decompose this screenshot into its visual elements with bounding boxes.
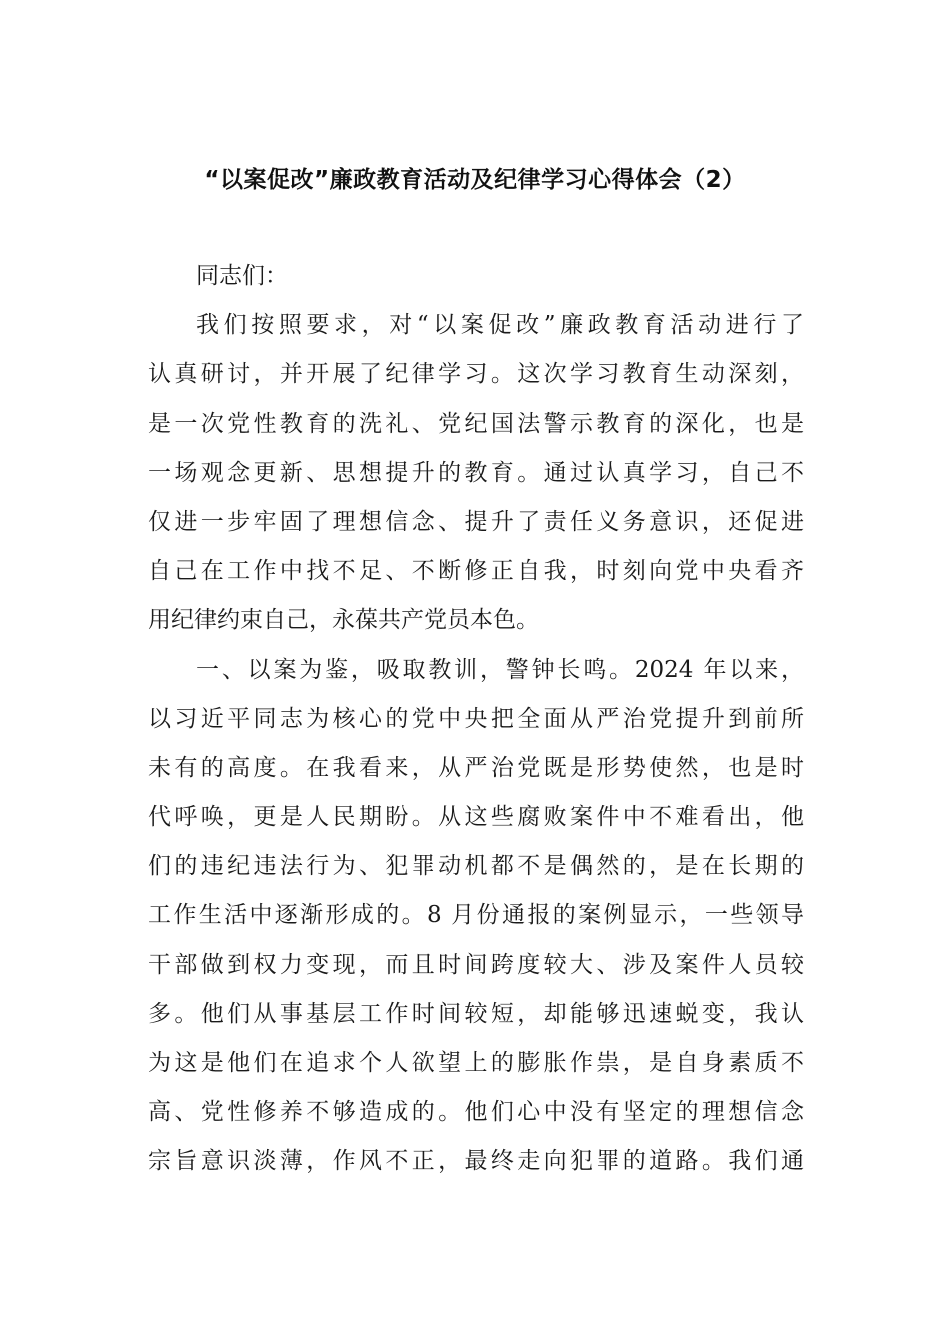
- body-line: 们的违纪违法行为、犯罪动机都不是偶然的，是在长期的: [148, 853, 804, 880]
- body-line: 以习近平同志为核心的党中央把全面从严治党提升到前所: [148, 705, 804, 732]
- body-line: 认真研讨，并开展了纪律学习。这次学习教育生动深刻，: [148, 361, 804, 388]
- body-line: 自己在工作中找不足、不断修正自我，时刻向党中央看齐: [148, 558, 804, 585]
- body-line: 用纪律约束自己，永葆共产党员本色。: [148, 607, 539, 634]
- body-line: 宗旨意识淡薄，作风不正，最终走向犯罪的道路。我们通: [148, 1148, 804, 1175]
- body-line: 是一次党性教育的洗礼、党纪国法警示教育的深化，也是: [148, 410, 804, 437]
- body-line: 多。他们从事基层工作时间较短，却能够迅速蜕变，我认: [148, 1000, 804, 1027]
- body-line: 一、以案为鉴，吸取教训，警钟长鸣。2024 年以来，: [196, 656, 804, 683]
- body-line: 工作生活中逐渐形成的。8 月份通报的案例显示，一些领导: [148, 902, 804, 929]
- body-line: 我们按照要求，对“以案促改”廉政教育活动进行了: [196, 312, 804, 339]
- body-line: 未有的高度。在我看来，从严治党既是形势使然，也是时: [148, 754, 804, 781]
- body-line: 同志们：: [196, 263, 288, 289]
- body-line: 代呼唤，更是人民期盼。从这些腐败案件中不难看出，他: [148, 804, 804, 831]
- document-title: “以案促改”廉政教育活动及纪律学习心得体会（2）: [204, 167, 746, 193]
- body-line: 仅进一步牢固了理想信念、提升了责任义务意识，还促进: [148, 508, 804, 535]
- body-line: 一场观念更新、思想提升的教育。通过认真学习，自己不: [148, 459, 804, 486]
- body-line: 高、党性修养不够造成的。他们心中没有坚定的理想信念: [148, 1099, 804, 1126]
- document-body: [148, 252, 804, 1187]
- body-line: 为这是他们在追求个人欲望上的膨胀作祟，是自身素质不: [148, 1050, 804, 1076]
- body-line: 干部做到权力变现，而且时间跨度较大、涉及案件人员较: [148, 951, 804, 978]
